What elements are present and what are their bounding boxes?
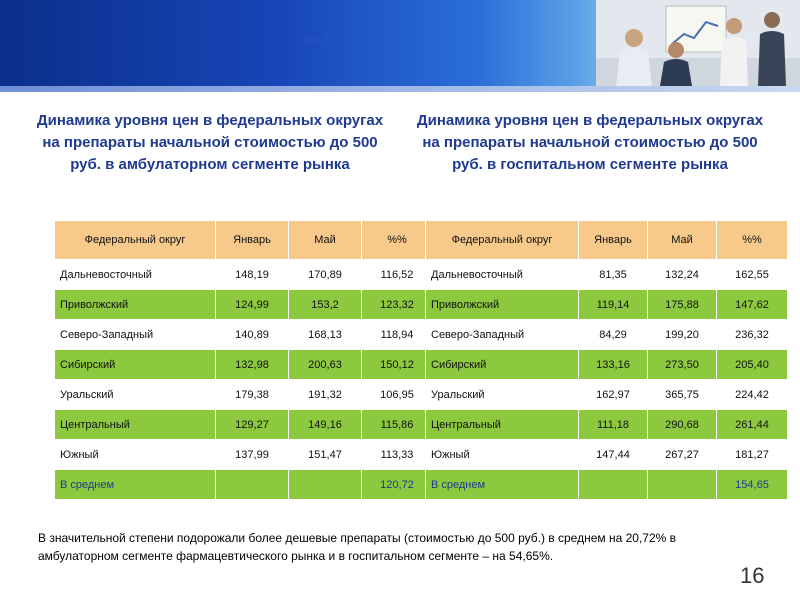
district-cell: Сибирский [426,350,579,380]
district-cell: Сибирский [55,350,216,380]
table-row [426,290,788,320]
january-cell: 133,16 [579,350,648,380]
table-row [55,320,433,350]
january-cell: 129,27 [216,410,289,440]
column-header-district: Федеральный округ [426,221,579,260]
district-cell: Северо-Западный [55,320,216,350]
average-row [55,470,433,500]
header-stripe [0,86,800,92]
average-percent: 154,65 [717,470,788,500]
percent-cell: 113,33 [362,440,433,470]
average-percent: 120,72 [362,470,433,500]
table-row [426,260,788,290]
average-row [426,470,788,500]
left-table-heading: Динамика уровня цен в федеральных округах на препараты начальной стоимостью до 500 руб. в амбулаторном сегменте рынка [36,112,384,173]
january-cell: 111,18 [579,410,648,440]
percent-cell: 162,55 [717,260,788,290]
table-row [426,320,788,350]
percent-cell: 123,32 [362,290,433,320]
empty-cell [216,470,289,500]
percent-cell: 205,40 [717,350,788,380]
right-table-heading: Динамика уровня цен в федеральных округах на препараты начальной стоимостью до 500 руб. в госпитальном сегменте рынка [416,112,764,173]
table-row [426,380,788,410]
empty-cell [579,470,648,500]
may-cell: 151,47 [289,440,362,470]
may-cell: 153,2 [289,290,362,320]
may-cell: 267,27 [648,440,717,470]
january-cell: 137,99 [216,440,289,470]
district-cell: Приволжский [55,290,216,320]
january-cell: 140,89 [216,320,289,350]
may-cell: 170,89 [289,260,362,290]
january-cell: 147,44 [579,440,648,470]
may-cell: 168,13 [289,320,362,350]
percent-cell: 106,95 [362,380,433,410]
column-header-percent: %% [362,221,433,260]
district-cell: Центральный [426,410,579,440]
business-meeting-photo [596,0,800,86]
table-row [55,290,433,320]
average-label: В среднем [426,470,579,500]
district-cell: Дальневосточный [426,260,579,290]
percent-cell: 181,27 [717,440,788,470]
district-cell: Южный [426,440,579,470]
table-row [55,410,433,440]
table-row [426,350,788,380]
column-header-january: Январь [216,221,289,260]
may-cell: 132,24 [648,260,717,290]
january-cell: 124,99 [216,290,289,320]
page-number: 16 [740,563,765,588]
percent-cell: 115,86 [362,410,433,440]
january-cell: 119,14 [579,290,648,320]
table-row [55,440,433,470]
percent-cell: 236,32 [717,320,788,350]
percent-cell: 224,42 [717,380,788,410]
district-cell: Центральный [55,410,216,440]
percent-cell: 116,52 [362,260,433,290]
may-cell: 149,16 [289,410,362,440]
may-cell: 175,88 [648,290,717,320]
january-cell: 81,35 [579,260,648,290]
district-cell: Южный [55,440,216,470]
table-row [55,350,433,380]
table-row [55,260,433,290]
january-cell: 132,98 [216,350,289,380]
table-row [55,380,433,410]
average-label: В среднем [55,470,216,500]
percent-cell: 261,44 [717,410,788,440]
district-cell: Дальневосточный [55,260,216,290]
may-cell: 273,50 [648,350,717,380]
table-header-row [426,221,788,260]
january-cell: 162,97 [579,380,648,410]
ambulatory-price-table [54,220,433,500]
table-row [426,410,788,440]
may-cell: 191,32 [289,380,362,410]
column-header-may: Май [648,221,717,260]
district-cell: Северо-Западный [426,320,579,350]
column-header-percent: %% [717,221,788,260]
hospital-price-table [425,220,788,500]
banner-title: Logo Zu [300,34,334,44]
summary-note: В значительной степени подорожали более дешевые препараты (стоимостью до 500 руб.) в среднем на 20,72% в амбулаторном сегменте фармацевтического рынка и в госпитальном сегменте – на 54,65%. [38,531,677,563]
column-header-january: Январь [579,221,648,260]
percent-cell: 118,94 [362,320,433,350]
may-cell: 365,75 [648,380,717,410]
percent-cell: 150,12 [362,350,433,380]
empty-cell [289,470,362,500]
may-cell: 199,20 [648,320,717,350]
january-cell: 84,29 [579,320,648,350]
district-cell: Уральский [426,380,579,410]
may-cell: 200,63 [289,350,362,380]
january-cell: 179,38 [216,380,289,410]
empty-cell [648,470,717,500]
percent-cell: 147,62 [717,290,788,320]
column-header-district: Федеральный округ [55,221,216,260]
district-cell: Уральский [55,380,216,410]
january-cell: 148,19 [216,260,289,290]
table-row [426,440,788,470]
may-cell: 290,68 [648,410,717,440]
district-cell: Приволжский [426,290,579,320]
table-header-row [55,221,433,260]
column-header-may: Май [289,221,362,260]
